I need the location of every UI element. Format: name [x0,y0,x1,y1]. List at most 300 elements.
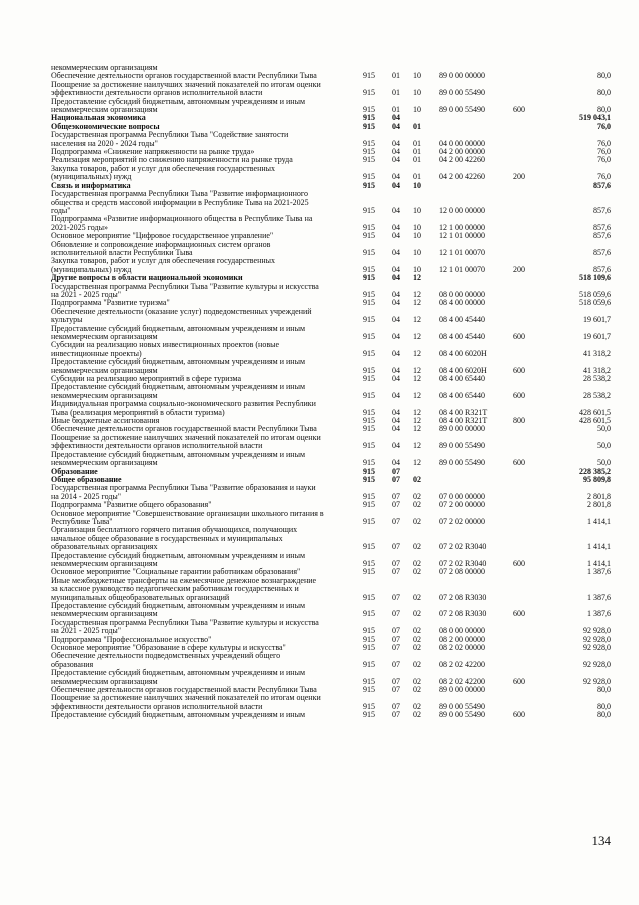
row-amount: 428 601,5 [579,407,611,417]
row-subsection-code: 02 [413,542,421,552]
row-dept-code: 915 [363,685,375,695]
row-target-article: 08 0 00 00000 [439,289,485,299]
row-subsection-code: 01 [413,121,421,131]
row-name: Общеэкономические вопросы [51,121,160,131]
row-subsection-code: 12 [413,390,421,400]
row-section-code: 04 [392,458,400,468]
row-section-code: 04 [392,247,400,257]
row-amount: 92 928,0 [583,626,611,636]
row-section-code: 07 [392,500,400,510]
table-row [51,652,611,669]
row-name: Предоставление субсидий бюджетным, автономным учреждениям и иным некоммерческим организациям [51,96,306,115]
row-subsection-code: 02 [413,500,421,510]
row-amount: 92 928,0 [583,643,611,653]
row-subsection-code: 02 [413,659,421,669]
row-section-code: 04 [392,289,400,299]
row-subsection-code: 12 [413,273,421,283]
row-amount: 76,0 [597,138,611,148]
row-subsection-code: 01 [413,138,421,148]
row-name: некоммерческим организациям [51,63,158,72]
row-section-code: 07 [392,466,400,476]
row-target-article: 07 2 02 R3040 [439,542,487,552]
table-row [51,510,611,527]
table-row [51,577,611,602]
row-name: Иные бюджетные ассигнования [51,416,160,426]
row-section-code: 04 [392,231,400,241]
row-dept-code: 915 [363,710,375,720]
row-subsection-code: 02 [413,474,421,484]
row-amount: 50,0 [597,441,611,451]
row-section-code: 04 [392,332,400,341]
row-target-article: 04 2 00 00000 [439,147,485,157]
row-target-article: 04 2 00 42260 [439,155,485,165]
row-expense-type: 600 [513,676,525,686]
row-amount: 80,0 [597,685,611,695]
row-target-article: 12 1 01 00070 [439,247,485,257]
row-section-code: 04 [392,315,400,325]
row-target-article: 07 2 08 00000 [439,567,485,577]
row-target-article: 08 4 00 6020Н [439,348,487,358]
row-expense-type: 600 [513,458,525,468]
row-dept-code: 915 [363,701,375,711]
row-target-article: 04 0 00 00000 [439,138,485,148]
row-amount: 518 059,6 [579,298,611,308]
row-section-code: 07 [392,643,400,653]
row-amount: 1 387,6 [587,592,611,602]
row-subsection-code: 01 [413,147,421,157]
row-dept-code: 915 [363,365,375,375]
row-dept-code: 915 [363,180,375,190]
row-amount: 519 043,1 [579,113,611,123]
row-subsection-code: 12 [413,407,421,417]
row-subsection-code: 10 [413,264,421,274]
row-name: Иные межбюджетные трансферты на ежемесячное денежное вознаграждение за классное руководство педагогическим работникам государственных и муниципальных общеобразовательных организаций [51,575,317,602]
row-name: Поощрение за достижение наилучших значений показателей по итогам оценки эффективности деятельности органов исполнительной власти [51,79,321,98]
row-target-article: 08 0 00 00000 [439,626,485,636]
row-amount: 76,0 [597,147,611,157]
row-subsection-code: 10 [413,180,421,190]
row-section-code: 04 [392,374,400,384]
row-dept-code: 915 [363,626,375,636]
row-name: Подпрограмма «Развитие информационного общества в Республике Тыва на 2021-2025 годы» [51,214,313,232]
row-section-code: 07 [392,685,400,695]
row-section-code: 07 [392,558,400,568]
row-target-article: 12 1 00 00000 [439,222,485,232]
row-subsection-code: 12 [413,332,421,341]
row-dept-code: 915 [363,407,375,417]
row-name: Связь и информатика [51,180,131,190]
row-target-article: 07 2 02 R3040 [439,558,487,568]
row-subsection-code: 10 [413,71,421,81]
row-dept-code: 915 [363,289,375,299]
row-target-article: 08 2 00 00000 [439,634,485,644]
table-row [51,484,611,501]
row-subsection-code: 10 [413,231,421,241]
row-section-code: 04 [392,113,400,123]
row-target-article: 07 2 02 00000 [439,516,485,526]
row-subsection-code: 02 [413,701,421,711]
row-name: Образование [51,466,98,476]
row-amount: 518 059,6 [579,289,611,299]
row-expense-type: 600 [513,710,525,720]
row-section-code: 04 [392,121,400,131]
row-name: Обеспечение деятельности органов государственной власти Республики Тыва [51,685,317,695]
row-expense-type: 600 [513,390,525,400]
row-section-code: 04 [392,172,400,182]
row-dept-code: 915 [363,416,375,426]
row-subsection-code: 02 [413,685,421,695]
table-row [51,283,611,300]
table-row [51,526,611,551]
row-name: Предоставление субсидий бюджетным, автономным учреждениям и иным некоммерческим организациям [51,601,306,619]
row-dept-code: 915 [363,458,375,468]
row-dept-code: 915 [363,567,375,577]
row-name: Предоставление субсидий бюджетным, автономным учреждениям и иным некоммерческим организациям [51,668,306,686]
table-row [51,341,611,358]
row-target-article: 89 0 00 55490 [439,701,485,711]
row-subsection-code: 02 [413,626,421,636]
row-dept-code: 915 [363,441,375,451]
row-section-code: 04 [392,180,400,190]
row-amount: 19 601,7 [583,332,611,341]
row-section-code: 04 [392,222,400,232]
row-dept-code: 915 [363,348,375,358]
row-target-article: 08 4 00 R321Т [439,407,488,417]
row-section-code: 07 [392,567,400,577]
row-expense-type: 200 [513,172,525,182]
row-dept-code: 915 [363,205,375,215]
row-target-article: 07 2 00 00000 [439,500,485,510]
row-target-article: 89 0 00 55490 [439,105,485,115]
table-row [51,400,611,417]
row-subsection-code: 12 [413,441,421,451]
row-section-code: 04 [392,407,400,417]
row-name: Государственная программа Республики Тыва "Развитие культуры и искусства на 2021 - 2025 годы" [51,617,319,636]
row-expense-type: 600 [513,609,525,619]
row-amount: 76,0 [597,172,611,182]
row-expense-type: 600 [513,365,525,375]
row-section-code: 04 [392,138,400,148]
row-dept-code: 915 [363,516,375,526]
table-row [51,619,611,636]
row-subsection-code: 12 [413,416,421,426]
row-subsection-code: 12 [413,424,421,434]
row-name: Поощрение за достижение наилучших значений показателей по итогам оценки эффективности деятельности органов исполнительной власти [51,432,321,451]
row-amount: 857,6 [593,231,611,241]
row-dept-code: 915 [363,374,375,384]
table-row [51,711,611,719]
row-subsection-code: 10 [413,88,421,98]
row-amount: 19 601,7 [583,315,611,325]
row-amount: 92 928,0 [583,676,611,686]
row-dept-code: 915 [363,273,375,283]
row-amount: 41 318,2 [583,365,611,375]
row-dept-code: 915 [363,105,375,115]
row-subsection-code: 12 [413,298,421,308]
row-target-article: 04 2 00 42260 [439,172,485,182]
row-amount: 80,0 [597,701,611,711]
row-subsection-code: 02 [413,609,421,619]
row-target-article: 08 2 02 42200 [439,676,485,686]
row-section-code: 07 [392,710,400,720]
row-name: Государственная программа Республики Тыва "Содействие занятости населения на 2020 - 2024 годы" [51,130,289,148]
row-section-code: 07 [392,516,400,526]
row-target-article: 08 4 00 R321Т [439,416,488,426]
row-name: Подпрограмма «Снижение напряженности на рынке труда» [51,147,255,157]
row-amount: 28 538,2 [583,390,611,400]
row-expense-type: 600 [513,332,525,341]
row-subsection-code: 01 [413,155,421,165]
row-target-article: 07 2 08 R3030 [439,592,487,602]
row-target-article: 89 0 00 00000 [439,424,485,434]
row-name: Национальная экономика [51,113,146,123]
row-amount: 50,0 [597,424,611,434]
row-amount: 76,0 [597,155,611,165]
row-target-article: 08 4 00 45440 [439,332,485,341]
row-amount: 857,6 [593,264,611,274]
row-section-code: 07 [392,592,400,602]
row-section-code: 07 [392,542,400,552]
row-dept-code: 915 [363,676,375,686]
table-row [51,358,611,375]
table-row [51,98,611,115]
row-dept-code: 915 [363,390,375,400]
row-target-article: 08 4 00 6020Н [439,365,487,375]
row-subsection-code: 02 [413,676,421,686]
row-name: Основное мероприятие "Социальные гарантии работникам образования" [51,567,301,577]
row-section-code: 04 [392,390,400,400]
row-expense-type: 200 [513,264,525,274]
row-section-code: 04 [392,298,400,308]
row-target-article: 89 0 00 55490 [439,710,485,720]
table-row [51,165,611,182]
row-subsection-code: 02 [413,567,421,577]
row-amount: 857,6 [593,222,611,232]
row-amount: 1 414,1 [587,558,611,568]
row-name: Предоставление субсидий бюджетным, автономным учреждениям и иным некоммерческим организациям [51,382,306,400]
row-name: Государственная программа Республики Тыва "Развитие образования и науки на 2014 - 2025 годы" [51,483,316,501]
row-target-article: 12 1 01 00000 [439,231,485,241]
row-section-code: 04 [392,273,400,283]
row-amount: 80,0 [597,710,611,720]
row-target-article: 07 2 08 R3030 [439,609,487,619]
row-dept-code: 915 [363,466,375,476]
row-amount: 92 928,0 [583,634,611,644]
row-section-code: 01 [392,105,400,115]
table-row [51,468,611,476]
row-target-article: 89 0 00 55490 [439,441,485,451]
row-dept-code: 915 [363,315,375,325]
table-row [51,131,611,148]
row-section-code: 04 [392,424,400,434]
row-subsection-code: 12 [413,289,421,299]
row-dept-code: 915 [363,231,375,241]
row-name: Общее образование [51,474,122,484]
row-section-code: 07 [392,659,400,669]
row-dept-code: 915 [363,172,375,182]
row-target-article: 08 4 00 00000 [439,298,485,308]
row-section-code: 07 [392,676,400,686]
row-target-article: 08 4 00 65440 [439,390,485,400]
row-amount: 28 538,2 [583,374,611,384]
row-name: Основное мероприятие "Образование в сфере культуры и искусства" [51,643,286,653]
row-name: Обеспечение деятельности органов государственной власти Республики Тыва [51,71,317,81]
row-amount: 1 387,6 [587,567,611,577]
table-row [51,81,611,98]
row-name: Государственная программа Республики Тыва "Развитие культуры и искусства на 2021 - 2025 годы" [51,281,319,299]
row-target-article: 12 0 00 00000 [439,205,485,215]
row-target-article: 08 4 00 65440 [439,374,485,384]
row-subsection-code: 10 [413,247,421,257]
row-dept-code: 915 [363,659,375,669]
row-subsection-code: 10 [413,105,421,115]
row-amount: 857,6 [593,205,611,215]
row-section-code: 07 [392,626,400,636]
row-dept-code: 915 [363,147,375,157]
row-subsection-code: 02 [413,516,421,526]
row-dept-code: 915 [363,592,375,602]
row-section-code: 04 [392,205,400,215]
row-section-code: 04 [392,365,400,375]
row-section-code: 07 [392,609,400,619]
row-dept-code: 915 [363,222,375,232]
row-amount: 80,0 [597,88,611,98]
row-target-article: 89 0 00 00000 [439,685,485,695]
row-dept-code: 915 [363,609,375,619]
row-name: Подпрограмма "Развитие общего образования" [51,500,212,510]
row-subsection-code: 02 [413,643,421,653]
row-amount: 80,0 [597,71,611,81]
row-dept-code: 915 [363,88,375,98]
row-name: Подпрограмма "Развитие туризма" [51,298,170,308]
row-dept-code: 915 [363,298,375,308]
row-name: Другие вопросы в области национальной экономики [51,273,243,283]
row-amount: 50,0 [597,458,611,468]
row-target-article: 89 0 00 55490 [439,458,485,468]
row-target-article: 08 2 02 42200 [439,659,485,669]
row-name: Организация бесплатного горячего питания обучающихся, получающих начальное общее образование в государственных и муниципальных образовательных организациях [51,525,298,552]
row-dept-code: 915 [363,71,375,81]
row-name: Закупка товаров, работ и услуг для обеспечения государственных (муниципальных) нужд [51,163,276,182]
row-dept-code: 915 [363,332,375,341]
row-target-article: 12 1 01 00070 [439,264,485,274]
row-amount: 2 801,8 [587,491,611,501]
row-name: Государственная программа Республики Тыва "Развитие информационного общества и средств массовой информации в Республике Тыва на 2021-2025 годы" [51,189,309,215]
row-amount: 2 801,8 [587,500,611,510]
row-dept-code: 915 [363,491,375,501]
row-dept-code: 915 [363,643,375,653]
row-dept-code: 915 [363,542,375,552]
row-section-code: 07 [392,491,400,501]
row-amount: 1 387,6 [587,609,611,619]
row-subsection-code: 12 [413,348,421,358]
row-name: Закупка товаров, работ и услуг для обеспечения государственных (муниципальных) нужд [51,256,276,274]
row-amount: 95 809,8 [583,474,611,484]
row-dept-code: 915 [363,558,375,568]
row-name: Основное мероприятие "Цифровое государственное управление" [51,231,274,241]
row-subsection-code: 12 [413,365,421,375]
row-subsection-code: 01 [413,172,421,182]
row-subsection-code: 02 [413,634,421,644]
row-section-code: 07 [392,634,400,644]
row-section-code: 04 [392,147,400,157]
table-row [51,552,611,569]
row-amount: 518 109,6 [579,273,611,283]
row-section-code: 04 [392,155,400,165]
row-subsection-code: 10 [413,222,421,232]
row-dept-code: 915 [363,121,375,131]
row-name: Поощрение за достижение наилучших значений показателей по итогам оценки эффективности деятельности органов исполнительной власти [51,693,321,711]
row-dept-code: 915 [363,634,375,644]
table-row [51,241,611,258]
row-amount: 1 414,1 [587,542,611,552]
row-name: Предоставление субсидий бюджетным, автономным учреждениям и иным некоммерческим организациям [51,323,306,341]
row-name: Индивидуальная программа социально-экономического развития Республики Тыва (реализация мероприятий в области туризма) [51,399,316,417]
row-amount: 76,0 [597,121,611,131]
row-dept-code: 915 [363,138,375,148]
row-target-article: 08 4 00 45440 [439,315,485,325]
row-name: Реализация мероприятий по снижению напряженности на рынке труда [51,155,293,165]
table-row [51,190,611,215]
row-dept-code: 915 [363,474,375,484]
table-row [51,451,611,468]
table-row [51,308,611,325]
row-subsection-code: 02 [413,491,421,501]
row-name: Предоставление субсидий бюджетным, автономным учреждениям и иным некоммерческим организациям [51,449,306,468]
row-name: Обеспечение деятельности (оказание услуг) подведомственных учреждений культуры [51,306,312,325]
page-number: 134 [591,833,611,848]
row-name: Предоставление субсидий бюджетным, автономным учреждениям и иным некоммерческим организациям [51,357,306,375]
budget-table [51,64,611,720]
table-row [51,215,611,232]
table-row [51,383,611,400]
row-amount: 80,0 [597,105,611,115]
row-name: Предоставление субсидий бюджетным, автономным учреждениям и иным [51,710,306,720]
row-dept-code: 915 [363,500,375,510]
row-name: Подпрограмма "Профессиональное искусство" [51,634,212,644]
row-subsection-code: 12 [413,315,421,325]
table-row [51,257,611,274]
row-subsection-code: 12 [413,374,421,384]
row-name: Обеспечение деятельности подведомственных учреждений общего образования [51,651,281,669]
row-subsection-code: 02 [413,592,421,602]
row-section-code: 04 [392,441,400,451]
table-row [51,602,611,619]
row-section-code: 07 [392,701,400,711]
row-name: Субсидии на реализацию мероприятий в сфере туризма [51,374,242,384]
row-name: Обеспечение деятельности органов государственной власти Республики Тыва [51,424,317,434]
row-dept-code: 915 [363,113,375,123]
row-amount: 857,6 [593,180,611,190]
row-name: Основное мероприятие "Совершенствование организации школьного питания в Республике Тыва" [51,508,324,526]
table-row [51,434,611,451]
row-amount: 857,6 [593,247,611,257]
row-subsection-code: 10 [413,205,421,215]
row-dept-code: 915 [363,247,375,257]
row-name: Субсидии на реализацию новых инвестиционных проектов (новые инвестиционные проекты) [51,340,280,358]
row-dept-code: 915 [363,155,375,165]
row-amount: 1 414,1 [587,516,611,526]
row-expense-type: 600 [513,105,525,115]
row-section-code: 04 [392,416,400,426]
row-subsection-code: 12 [413,458,421,468]
row-dept-code: 915 [363,264,375,274]
table-row [51,325,611,342]
row-section-code: 01 [392,88,400,98]
row-amount: 41 318,2 [583,348,611,358]
row-section-code: 04 [392,348,400,358]
row-expense-type: 800 [513,416,525,426]
